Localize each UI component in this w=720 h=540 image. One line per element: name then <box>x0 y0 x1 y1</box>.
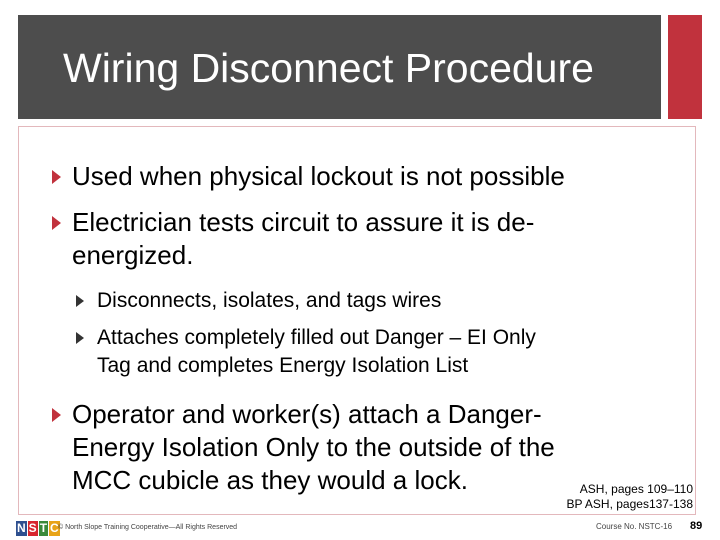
logo-letter: N <box>17 521 26 535</box>
page-number: 89 <box>690 520 703 532</box>
reference-note <box>566 482 693 512</box>
bullet-arrow-icon <box>52 408 61 422</box>
bullet-text-line: Used when physical lockout is not possible <box>72 161 565 191</box>
logo-letter: T <box>39 521 48 535</box>
bullet-text-line: Disconnects, isolates, and tags wires <box>97 289 442 312</box>
bullet-text-line: Attaches completely filled out Danger – EI Only <box>97 326 536 349</box>
title-bar <box>18 15 661 119</box>
bullet-text-line: Energy Isolation Only to the outside of the <box>72 432 555 462</box>
reference-line: ASH, pages 109–110 <box>579 482 693 496</box>
bullet-text-line: Operator and worker(s) attach a Danger- <box>72 399 542 429</box>
footer-course: Course No. NSTC-16 <box>596 522 673 531</box>
logo-letter: S <box>28 521 37 535</box>
accent-bar <box>668 15 702 119</box>
bullet-arrow-icon <box>52 216 61 230</box>
bullet-text-line: MCC cubicle as they would a lock. <box>72 465 468 495</box>
reference-line: BP ASH, pages137-138 <box>566 497 693 511</box>
sub-bullet-arrow-icon <box>76 332 84 344</box>
bullet-text-line: Tag and completes Energy Isolation List <box>97 354 469 377</box>
footer-copyright: © North Slope Training Cooperative—All Rights Reserved <box>58 524 238 531</box>
bullet-text-line: energized. <box>72 240 194 270</box>
logo-letter: C <box>50 521 59 535</box>
sub-bullet-arrow-icon <box>76 295 84 307</box>
bullet-arrow-icon <box>52 170 61 184</box>
slide-title: Wiring Disconnect Procedure <box>63 45 594 91</box>
nstc-logo <box>16 521 60 536</box>
bullet-text-line: Electrician tests circuit to assure it is de- <box>72 207 535 237</box>
